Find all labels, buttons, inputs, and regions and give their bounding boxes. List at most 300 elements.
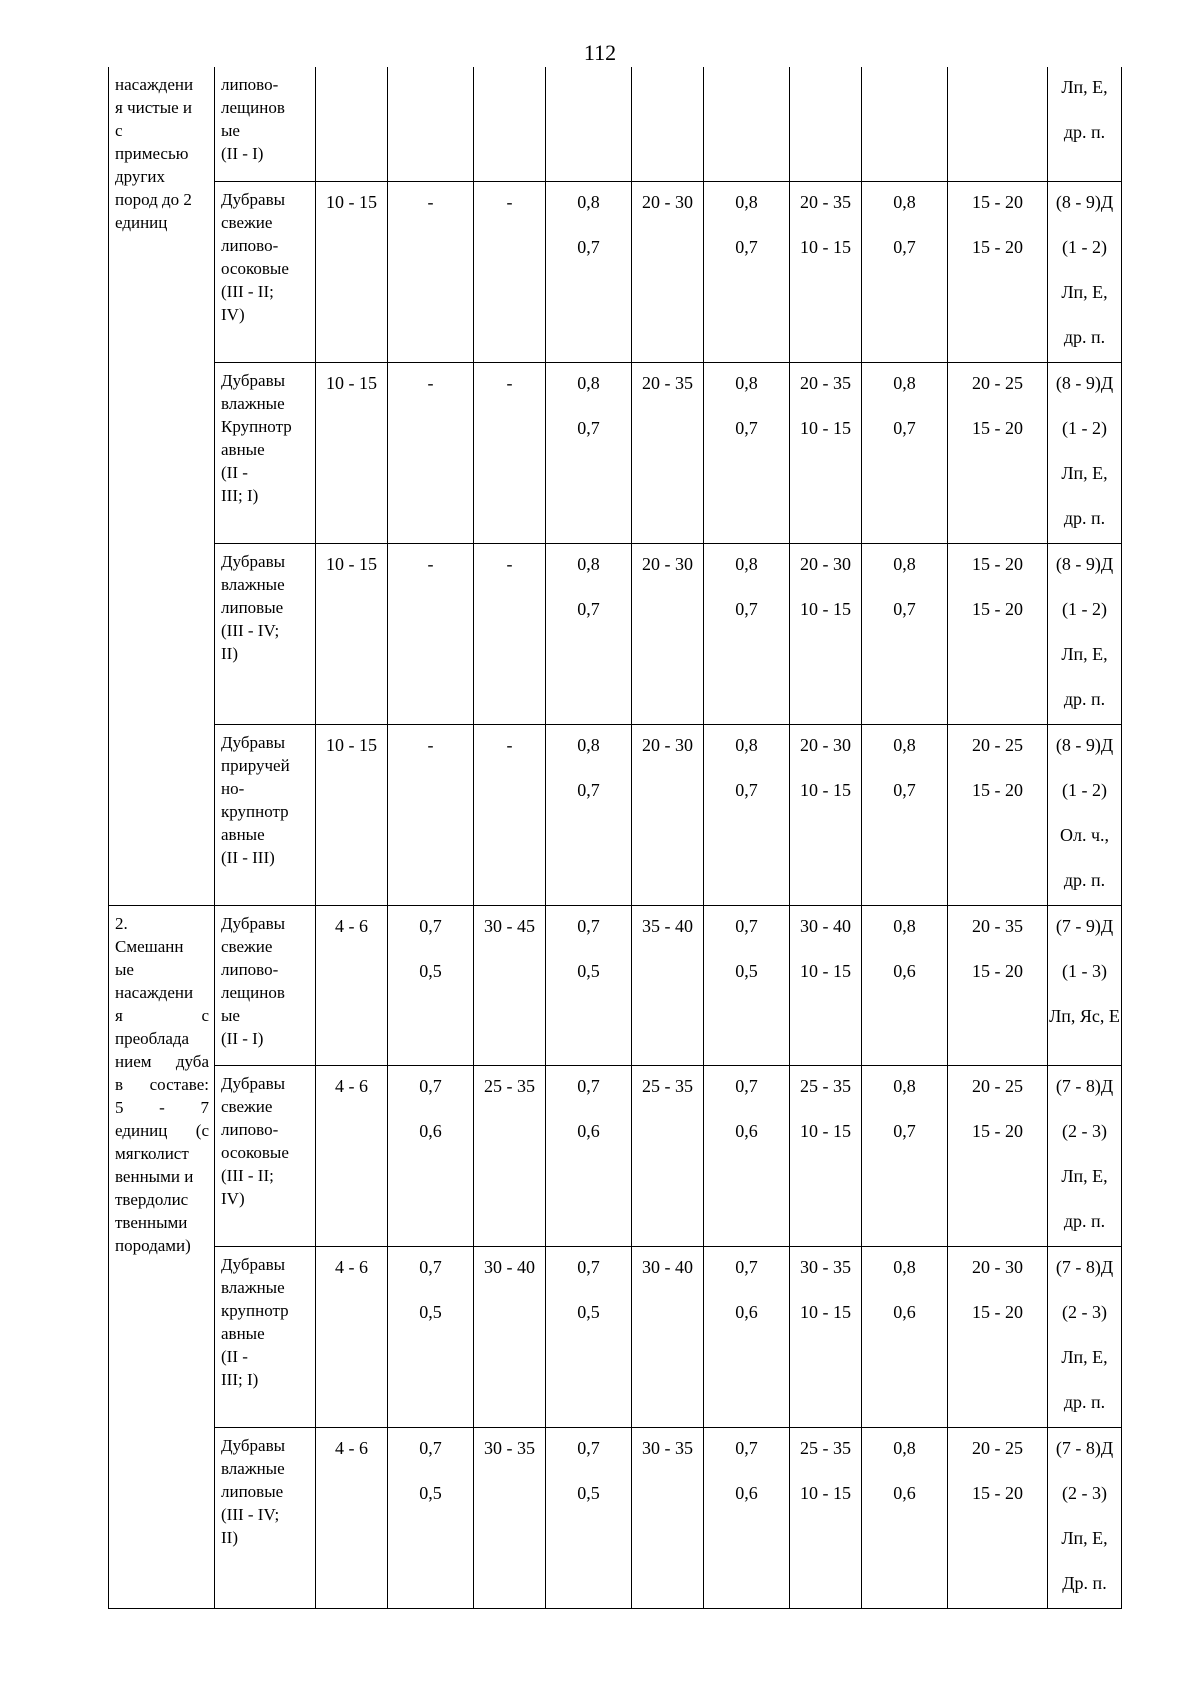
group-label-line: ые	[115, 959, 134, 979]
cell-value: 0,7	[419, 1437, 442, 1458]
age-3-cell	[790, 67, 862, 181]
cell-value: 0,6	[577, 1120, 600, 1141]
composition-cell	[1048, 905, 1122, 1065]
group-label-line: преоблада	[115, 1028, 190, 1048]
forest-type-cell	[215, 1246, 316, 1427]
cell-value: 30 - 40	[484, 1256, 535, 1277]
forest-type-cell	[215, 181, 316, 362]
forest-type-line: ые	[221, 1005, 240, 1025]
forest-type-line: свежие	[221, 212, 273, 232]
cell-value: (8 - 9)Д	[1055, 553, 1114, 574]
density-2-cell	[546, 1427, 632, 1608]
age-3-cell	[790, 1427, 862, 1608]
age-4-cell	[948, 362, 1048, 543]
forest-type-line: (III - II;	[221, 1165, 274, 1185]
forest-type-cell	[215, 1065, 316, 1246]
cell-value: 0,5	[577, 1482, 600, 1503]
regen-period-cell	[316, 905, 388, 1065]
cell-value: -	[506, 734, 513, 755]
cell-value: 10 - 15	[326, 372, 377, 393]
forest-type-line: липово-	[221, 1119, 279, 1139]
forest-table	[108, 67, 1122, 1609]
cell-value: 0,8	[577, 553, 600, 574]
age-1-cell	[474, 543, 546, 724]
density-2-cell	[546, 181, 632, 362]
cell-value: 15 - 20	[972, 236, 1023, 257]
age-2-cell	[632, 724, 704, 905]
cell-value: 25 - 35	[800, 1437, 851, 1458]
density-3-cell	[704, 724, 790, 905]
forest-type-line: влажные	[221, 1277, 285, 1297]
group-label-line: мягколист	[115, 1143, 189, 1163]
age-1-cell	[474, 905, 546, 1065]
cell-value: Лп, Яс, Е	[1049, 1005, 1120, 1026]
age-2-cell	[632, 181, 704, 362]
table-row	[109, 181, 1122, 362]
age-4-cell	[948, 1246, 1048, 1427]
cell-value: -	[427, 191, 434, 212]
cell-value: 15 - 20	[972, 598, 1023, 619]
cell-value: 0,8	[893, 1256, 916, 1277]
group-label-line: я чистые и	[115, 98, 193, 117]
cell-value: Лп, Е,	[1061, 1165, 1108, 1186]
cell-value: 0,7	[577, 236, 600, 257]
group-label-line: в составе:	[115, 1074, 209, 1094]
composition-cell	[1048, 1246, 1122, 1427]
cell-value: др. п.	[1063, 1391, 1106, 1412]
table-row	[109, 1246, 1122, 1427]
cell-value: др. п.	[1063, 326, 1106, 347]
cell-value: 0,7	[577, 1256, 600, 1277]
density-2-cell	[546, 724, 632, 905]
age-3-cell	[790, 1065, 862, 1246]
cell-value: 0,5	[419, 960, 442, 981]
cell-value: (7 - 8)Д	[1055, 1075, 1114, 1096]
group-label-line: венными и	[115, 1166, 194, 1186]
group-label-line: 2.	[115, 913, 128, 933]
forest-type-line: влажные	[221, 574, 285, 594]
cell-value: 4 - 6	[335, 1437, 368, 1458]
cell-value: (7 - 9)Д	[1055, 915, 1114, 936]
cell-value: (2 - 3)	[1062, 1120, 1107, 1141]
forest-type-line: липовые	[221, 597, 284, 617]
density-1-cell	[388, 362, 474, 543]
forest-type-line: (II - I)	[221, 144, 264, 163]
age-2-cell	[632, 362, 704, 543]
composition-cell	[1048, 1427, 1122, 1608]
age-2-cell	[632, 1427, 704, 1608]
forest-type-line: но-	[221, 778, 245, 798]
composition-cell	[1048, 362, 1122, 543]
group-label-line: твенными	[115, 1212, 188, 1232]
forest-type-line: Крупнотр	[221, 416, 292, 436]
cell-value: 25 - 35	[800, 1075, 851, 1096]
table-row	[109, 1065, 1122, 1246]
density-3-cell	[704, 1065, 790, 1246]
cell-value: 15 - 20	[972, 191, 1023, 212]
cell-value: 4 - 6	[335, 1075, 368, 1096]
cell-value: 30 - 35	[484, 1437, 535, 1458]
cell-value: 0,7	[577, 1437, 600, 1458]
cell-value: 0,5	[577, 1301, 600, 1322]
cell-value: 10 - 15	[800, 1301, 851, 1322]
cell-value: 15 - 20	[972, 1301, 1023, 1322]
cell-value: др. п.	[1063, 869, 1106, 890]
forest-type-line: (III - IV;	[221, 620, 280, 640]
age-2-cell	[632, 1246, 704, 1427]
age-2-cell	[632, 67, 704, 181]
cell-value: 0,7	[419, 915, 442, 936]
density-4-cell	[862, 181, 948, 362]
forest-type-line: Дубравы	[221, 732, 286, 752]
forest-type-line: Дубравы	[221, 189, 286, 209]
cell-value: 20 - 25	[972, 734, 1023, 755]
composition-cell	[1048, 724, 1122, 905]
cell-value: Лп, Е,	[1061, 462, 1108, 483]
cell-value: 20 - 30	[800, 734, 851, 755]
cell-value: -	[427, 553, 434, 574]
cell-value: 4 - 6	[335, 1256, 368, 1277]
regen-period-cell	[316, 67, 388, 181]
cell-value: (1 - 3)	[1062, 960, 1107, 981]
cell-value: 0,8	[735, 191, 758, 212]
density-1-cell	[388, 724, 474, 905]
cell-value: 0,8	[735, 553, 758, 574]
density-4-cell	[862, 362, 948, 543]
cell-value: 10 - 15	[800, 417, 851, 438]
cell-value: 20 - 35	[972, 915, 1023, 936]
density-3-cell	[704, 362, 790, 543]
age-2-cell	[632, 1065, 704, 1246]
forest-type-line: осоковые	[221, 1142, 289, 1162]
group-label-line: единиц	[115, 213, 168, 232]
forest-type-line: Дубравы	[221, 370, 286, 390]
forest-type-line: II)	[221, 1527, 238, 1547]
density-2-cell	[546, 362, 632, 543]
cell-value: 0,7	[893, 779, 916, 800]
age-3-cell	[790, 543, 862, 724]
group-label	[109, 905, 215, 1608]
forest-type-line: липово-	[221, 235, 279, 255]
age-1-cell	[474, 362, 546, 543]
density-3-cell	[704, 1427, 790, 1608]
cell-value: 10 - 15	[800, 598, 851, 619]
forest-type-line: свежие	[221, 1096, 273, 1116]
cell-value: 0,7	[893, 417, 916, 438]
group-label-line: Смешанн	[115, 936, 184, 956]
cell-value: (1 - 2)	[1062, 236, 1107, 257]
forest-type-line: (II -	[221, 462, 248, 482]
cell-value: 0,7	[893, 598, 916, 619]
cell-value: (7 - 8)Д	[1055, 1256, 1114, 1277]
age-3-cell	[790, 1246, 862, 1427]
forest-type-line: крупнотр	[221, 801, 289, 821]
group-label-line: насаждени	[115, 75, 194, 94]
forest-type-line: IV)	[221, 304, 245, 324]
density-2-cell	[546, 1065, 632, 1246]
cell-value: 0,5	[419, 1482, 442, 1503]
forest-type-line: лещинов	[221, 98, 285, 117]
forest-type-line: липовые	[221, 1481, 284, 1501]
regen-period-cell	[316, 543, 388, 724]
cell-value: 0,5	[419, 1301, 442, 1322]
density-2-cell	[546, 543, 632, 724]
cell-value: (1 - 2)	[1062, 598, 1107, 619]
age-3-cell	[790, 181, 862, 362]
forest-type-line: Дубравы	[221, 913, 286, 933]
forest-type-line: авные	[221, 439, 265, 459]
cell-value: 25 - 35	[642, 1075, 693, 1096]
cell-value: 0,5	[577, 960, 600, 981]
cell-value: -	[506, 553, 513, 574]
forest-type-cell	[215, 67, 316, 181]
cell-value: 10 - 15	[800, 960, 851, 981]
cell-value: др. п.	[1063, 122, 1106, 142]
age-1-cell	[474, 1065, 546, 1246]
cell-value: 0,7	[735, 417, 758, 438]
cell-value: 0,8	[735, 372, 758, 393]
forest-type-line: приручей	[221, 755, 290, 775]
cell-value: 0,8	[893, 1437, 916, 1458]
cell-value: 0,8	[893, 915, 916, 936]
forest-type-line: III; I)	[221, 1369, 259, 1389]
composition-cell	[1048, 543, 1122, 724]
regen-period-cell	[316, 1427, 388, 1608]
cell-value: 0,5	[735, 960, 758, 981]
cell-value: 0,8	[893, 1075, 916, 1096]
density-3-cell	[704, 181, 790, 362]
cell-value: 0,7	[735, 1437, 758, 1458]
cell-value: 0,7	[893, 236, 916, 257]
cell-value: 10 - 15	[326, 191, 377, 212]
cell-value: 30 - 35	[800, 1256, 851, 1277]
cell-value: 20 - 30	[800, 553, 851, 574]
age-4-cell	[948, 181, 1048, 362]
forest-type-cell	[215, 905, 316, 1065]
cell-value: 10 - 15	[800, 779, 851, 800]
age-4-cell	[948, 1427, 1048, 1608]
cell-value: 0,7	[577, 915, 600, 936]
density-3-cell	[704, 67, 790, 181]
forest-type-line: (II - I)	[221, 1028, 264, 1048]
cell-value: (8 - 9)Д	[1055, 372, 1114, 393]
age-1-cell	[474, 67, 546, 181]
forest-type-line: (II -	[221, 1346, 248, 1366]
cell-value: -	[427, 372, 434, 393]
forest-type-line: (III - IV;	[221, 1504, 280, 1524]
cell-value: 20 - 30	[642, 553, 693, 574]
group-label-line: единиц (с	[115, 1120, 209, 1140]
cell-value: -	[506, 191, 513, 212]
cell-value: 15 - 20	[972, 960, 1023, 981]
forest-type-cell	[215, 724, 316, 905]
cell-value: 10 - 15	[800, 236, 851, 257]
cell-value: 0,7	[735, 598, 758, 619]
group-label-line: твердолис	[115, 1189, 189, 1209]
forest-type-line: лещинов	[221, 982, 285, 1002]
cell-value: (2 - 3)	[1062, 1482, 1107, 1503]
forest-type-cell	[215, 543, 316, 724]
cell-value: 0,6	[735, 1120, 758, 1141]
group-label-line: пород до 2	[115, 190, 192, 209]
forest-type-line: III; I)	[221, 485, 259, 505]
cell-value: 0,8	[893, 553, 916, 574]
age-1-cell	[474, 724, 546, 905]
group-label-line: породами)	[115, 1235, 191, 1255]
density-3-cell	[704, 1246, 790, 1427]
age-4-cell	[948, 724, 1048, 905]
cell-value: 0,8	[735, 734, 758, 755]
group-label-line: 5 - 7	[115, 1097, 209, 1117]
density-4-cell	[862, 1246, 948, 1427]
density-1-cell	[388, 543, 474, 724]
forest-type-line: осоковые	[221, 258, 289, 278]
forest-type-line: (III - II;	[221, 281, 274, 301]
forest-type-line: Дубравы	[221, 1435, 286, 1455]
density-3-cell	[704, 543, 790, 724]
cell-value: (8 - 9)Д	[1055, 191, 1114, 212]
cell-value: 20 - 35	[800, 372, 851, 393]
table-row	[109, 1427, 1122, 1608]
group-label-line: нием дуба	[115, 1051, 209, 1071]
cell-value: др. п.	[1063, 1210, 1106, 1231]
density-1-cell	[388, 905, 474, 1065]
density-2-cell	[546, 905, 632, 1065]
age-3-cell	[790, 724, 862, 905]
forest-type-line: Дубравы	[221, 551, 286, 571]
cell-value: 0,6	[893, 960, 916, 981]
cell-value: 0,6	[893, 1482, 916, 1503]
cell-value: Лп, Е,	[1061, 1346, 1108, 1367]
forest-type-line: липово-	[221, 75, 279, 94]
density-1-cell	[388, 181, 474, 362]
cell-value: 0,6	[419, 1120, 442, 1141]
page-number: 112	[583, 40, 617, 65]
age-4-cell	[948, 67, 1048, 181]
age-4-cell	[948, 905, 1048, 1065]
composition-cell	[1048, 181, 1122, 362]
cell-value: 0,8	[577, 734, 600, 755]
forest-type-line: Дубравы	[221, 1073, 286, 1093]
age-1-cell	[474, 181, 546, 362]
regen-period-cell	[316, 1065, 388, 1246]
cell-value: Лп, Е,	[1061, 281, 1108, 302]
cell-value: 30 - 35	[642, 1437, 693, 1458]
cell-value: -	[506, 372, 513, 393]
forest-type-line: влажные	[221, 1458, 285, 1478]
forest-type-cell	[215, 362, 316, 543]
cell-value: 0,7	[577, 417, 600, 438]
age-1-cell	[474, 1246, 546, 1427]
cell-value: 20 - 25	[972, 372, 1023, 393]
composition-cell	[1048, 67, 1122, 181]
cell-value: 0,7	[419, 1256, 442, 1277]
density-4-cell	[862, 1065, 948, 1246]
regen-period-cell	[316, 181, 388, 362]
cell-value: Лп, Е,	[1061, 77, 1108, 97]
density-4-cell	[862, 724, 948, 905]
density-1-cell	[388, 1246, 474, 1427]
cell-value: 20 - 35	[642, 372, 693, 393]
cell-value: 0,6	[735, 1482, 758, 1503]
forest-type-line: ые	[221, 121, 240, 140]
cell-value: 0,8	[893, 734, 916, 755]
cell-value: др. п.	[1063, 688, 1106, 709]
cell-value: 10 - 15	[326, 553, 377, 574]
cell-value: 0,8	[577, 191, 600, 212]
cell-value: (7 - 8)Д	[1055, 1437, 1114, 1458]
cell-value: 0,8	[893, 191, 916, 212]
cell-value: 0,6	[893, 1301, 916, 1322]
cell-value: 0,7	[735, 1075, 758, 1096]
density-2-cell	[546, 1246, 632, 1427]
regen-period-cell	[316, 1246, 388, 1427]
cell-value: 20 - 30	[972, 1256, 1023, 1277]
forest-type-line: крупнотр	[221, 1300, 289, 1320]
age-4-cell	[948, 543, 1048, 724]
cell-value: 0,8	[577, 372, 600, 393]
forest-type-line: авные	[221, 1323, 265, 1343]
regen-period-cell	[316, 362, 388, 543]
cell-value: 35 - 40	[642, 915, 693, 936]
composition-cell	[1048, 1065, 1122, 1246]
group-label	[109, 67, 215, 905]
cell-value: 15 - 20	[972, 417, 1023, 438]
forest-type-line: Дубравы	[221, 1254, 286, 1274]
cell-value: 10 - 15	[800, 1120, 851, 1141]
group-label-line: других	[115, 167, 165, 186]
cell-value: 0,7	[893, 1120, 916, 1141]
group-label-line: с	[115, 121, 123, 140]
cell-value: 20 - 30	[642, 734, 693, 755]
cell-value: 0,6	[735, 1301, 758, 1322]
cell-value: 0,7	[577, 1075, 600, 1096]
cell-value: (1 - 2)	[1062, 417, 1107, 438]
cell-value: Лп, Е,	[1061, 1527, 1108, 1548]
group-label-line: я с	[115, 1005, 209, 1025]
cell-value: Ол. ч.,	[1059, 824, 1110, 845]
cell-value: -	[427, 734, 434, 755]
cell-value: 20 - 25	[972, 1437, 1023, 1458]
cell-value: (8 - 9)Д	[1055, 734, 1114, 755]
cell-value: (2 - 3)	[1062, 1301, 1107, 1322]
table-row	[109, 543, 1122, 724]
cell-value: 20 - 25	[972, 1075, 1023, 1096]
age-4-cell	[948, 1065, 1048, 1246]
cell-value: 15 - 20	[972, 1120, 1023, 1141]
forest-type-line: II)	[221, 643, 238, 663]
forest-type-line: IV)	[221, 1188, 245, 1208]
density-2-cell	[546, 67, 632, 181]
cell-value: 0,7	[735, 915, 758, 936]
cell-value: др. п.	[1063, 507, 1106, 528]
cell-value: 15 - 20	[972, 553, 1023, 574]
density-1-cell	[388, 1065, 474, 1246]
cell-value: 0,7	[735, 1256, 758, 1277]
cell-value: 30 - 40	[800, 915, 851, 936]
forest-type-line: липово-	[221, 959, 279, 979]
forest-type-line: авные	[221, 824, 265, 844]
cell-value: 4 - 6	[335, 915, 368, 936]
cell-value: Др. п.	[1062, 1572, 1107, 1593]
age-2-cell	[632, 905, 704, 1065]
age-3-cell	[790, 362, 862, 543]
forest-type-line: (II - III)	[221, 847, 275, 867]
cell-value: 0,8	[893, 372, 916, 393]
forest-type-line: влажные	[221, 393, 285, 413]
cell-value: 20 - 30	[642, 191, 693, 212]
density-3-cell	[704, 905, 790, 1065]
